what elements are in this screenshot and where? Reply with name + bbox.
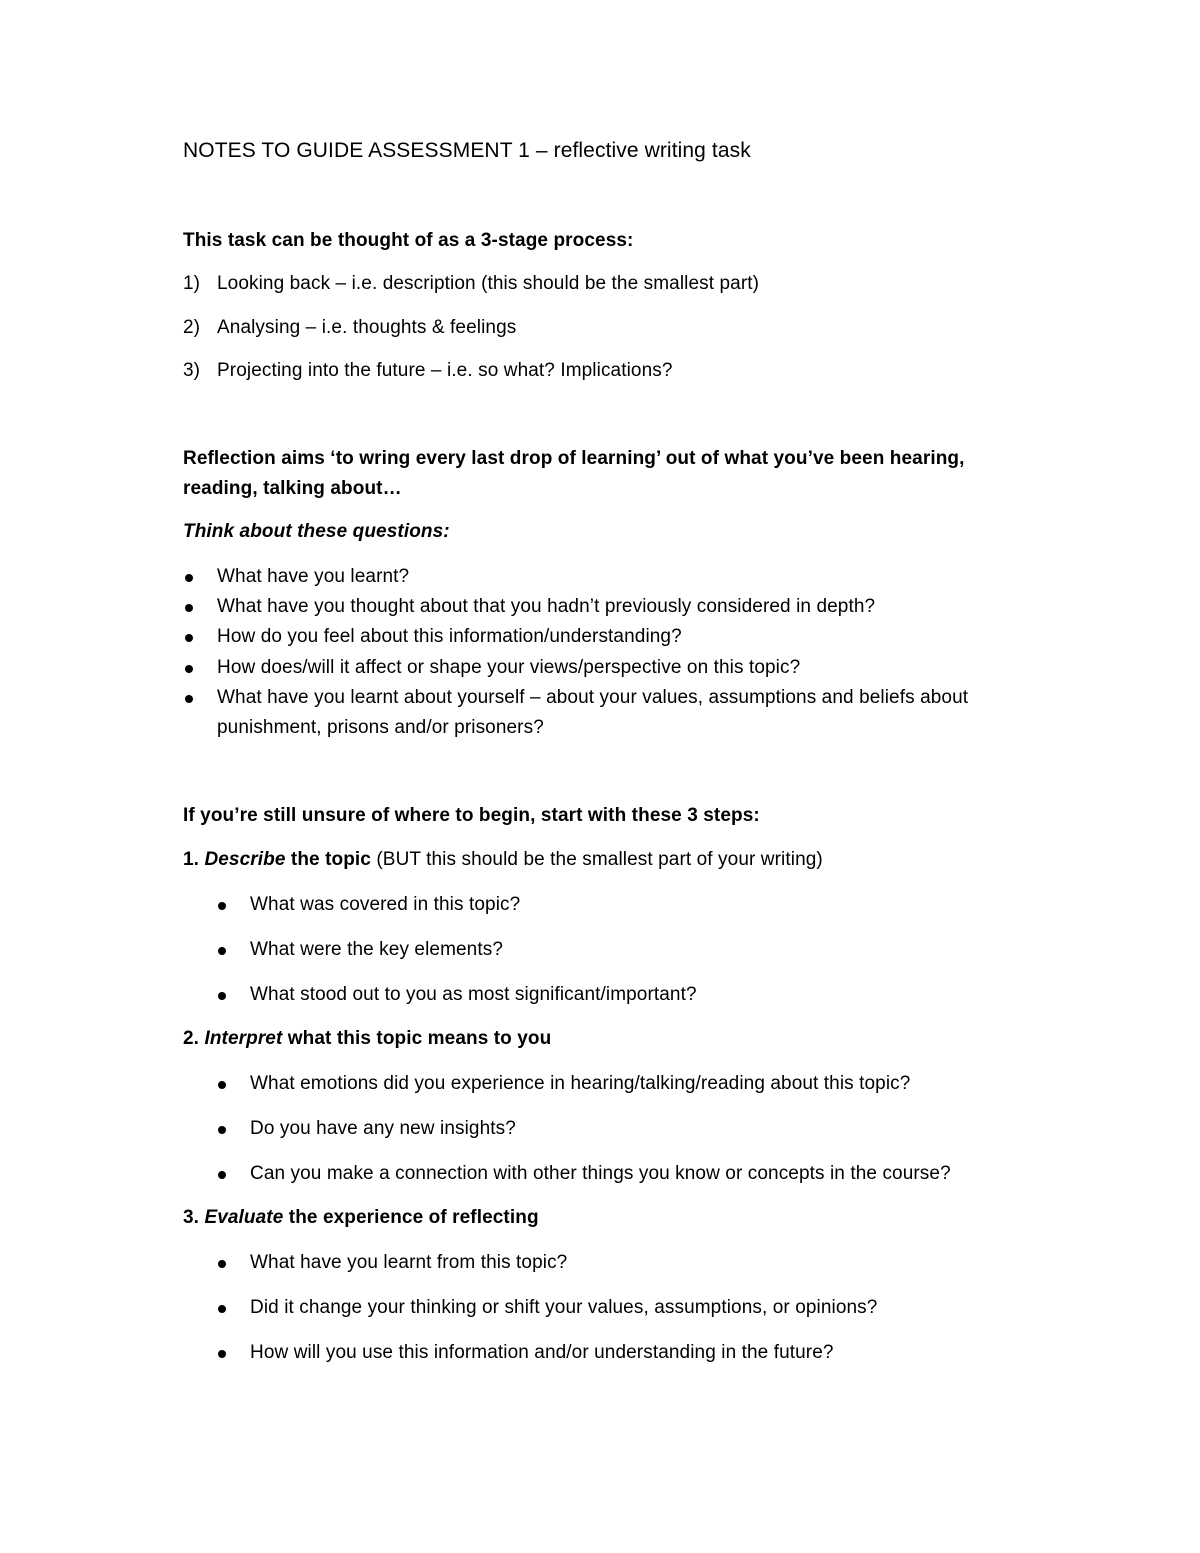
describe-item: What was covered in this topic? — [250, 894, 521, 915]
bullet-icon — [185, 574, 193, 582]
process-step-number: 3) — [183, 360, 201, 381]
bullet-icon — [218, 947, 226, 955]
step-number: 2. — [183, 1028, 200, 1049]
bullet-icon — [185, 665, 193, 673]
process-step-number: 2) — [183, 317, 201, 338]
bullet-icon — [218, 992, 226, 1000]
step-keyword: Evaluate — [204, 1207, 284, 1228]
step-keyword: Interpret — [204, 1028, 283, 1049]
evaluate-item: How will you use this information and/or understanding in the future? — [250, 1342, 834, 1363]
questions-heading: Think about these questions: — [183, 521, 450, 542]
process-heading: This task can be thought of as a 3-stage process: — [183, 230, 634, 251]
question-item-continued: punishment, prisons and/or prisoners? — [217, 717, 544, 738]
question-item: What have you thought about that you hadn’t previously considered in depth? — [217, 596, 876, 617]
bullet-icon — [218, 902, 226, 910]
describe-item: What stood out to you as most significant/important? — [250, 984, 697, 1005]
step-number: 1. — [183, 849, 200, 870]
evaluate-item: Did it change your thinking or shift your values, assumptions, or opinions? — [250, 1297, 878, 1318]
interpret-item: Can you make a connection with other things you know or concepts in the course? — [250, 1163, 951, 1184]
step-interpret-heading — [183, 1027, 551, 1051]
reflection-statement-continued: reading, talking about… — [183, 478, 402, 499]
question-item: What have you learnt about yourself – about your values, assumptions and beliefs about — [217, 687, 969, 708]
step-number: 3. — [183, 1207, 200, 1228]
bullet-icon — [185, 604, 193, 612]
step-heading-bold: the experience of reflecting — [288, 1207, 539, 1228]
bullet-icon — [218, 1081, 226, 1089]
evaluate-item: What have you learnt from this topic? — [250, 1252, 568, 1273]
step-evaluate-heading — [183, 1206, 539, 1230]
step-keyword: Describe — [204, 849, 286, 870]
step-describe-heading — [183, 848, 823, 872]
question-item: What have you learnt? — [217, 566, 410, 587]
bullet-icon — [218, 1171, 226, 1179]
process-step-number: 1) — [183, 273, 201, 294]
process-step-text: Projecting into the future – i.e. so what? Implications? — [217, 360, 673, 381]
bullet-icon — [218, 1260, 226, 1268]
step-heading-bold: what this topic means to you — [287, 1028, 552, 1049]
question-item: How does/will it affect or shape your views/perspective on this topic? — [217, 657, 801, 678]
steps-heading: If you’re still unsure of where to begin, start with these 3 steps: — [183, 805, 760, 826]
question-item: How do you feel about this information/understanding? — [217, 626, 682, 647]
bullet-icon — [218, 1126, 226, 1134]
page-title: NOTES TO GUIDE ASSESSMENT 1 – reflective writing task — [183, 139, 751, 162]
describe-item: What were the key elements? — [250, 939, 503, 960]
interpret-item: What emotions did you experience in hearing/talking/reading about this topic? — [250, 1073, 911, 1094]
bullet-icon — [185, 695, 193, 703]
process-step-text: Analysing – i.e. thoughts & feelings — [217, 317, 517, 338]
step-heading-bold: the topic — [290, 849, 371, 870]
bullet-icon — [185, 634, 193, 642]
process-step-text: Looking back – i.e. description (this should be the smallest part) — [217, 273, 760, 294]
step-heading-note: (BUT this should be the smallest part of your writing) — [376, 849, 823, 870]
bullet-icon — [218, 1305, 226, 1313]
reflection-statement: Reflection aims ‘to wring every last drop of learning’ out of what you’ve been hearing, — [183, 448, 965, 469]
bullet-icon — [218, 1350, 226, 1358]
interpret-item: Do you have any new insights? — [250, 1118, 516, 1139]
